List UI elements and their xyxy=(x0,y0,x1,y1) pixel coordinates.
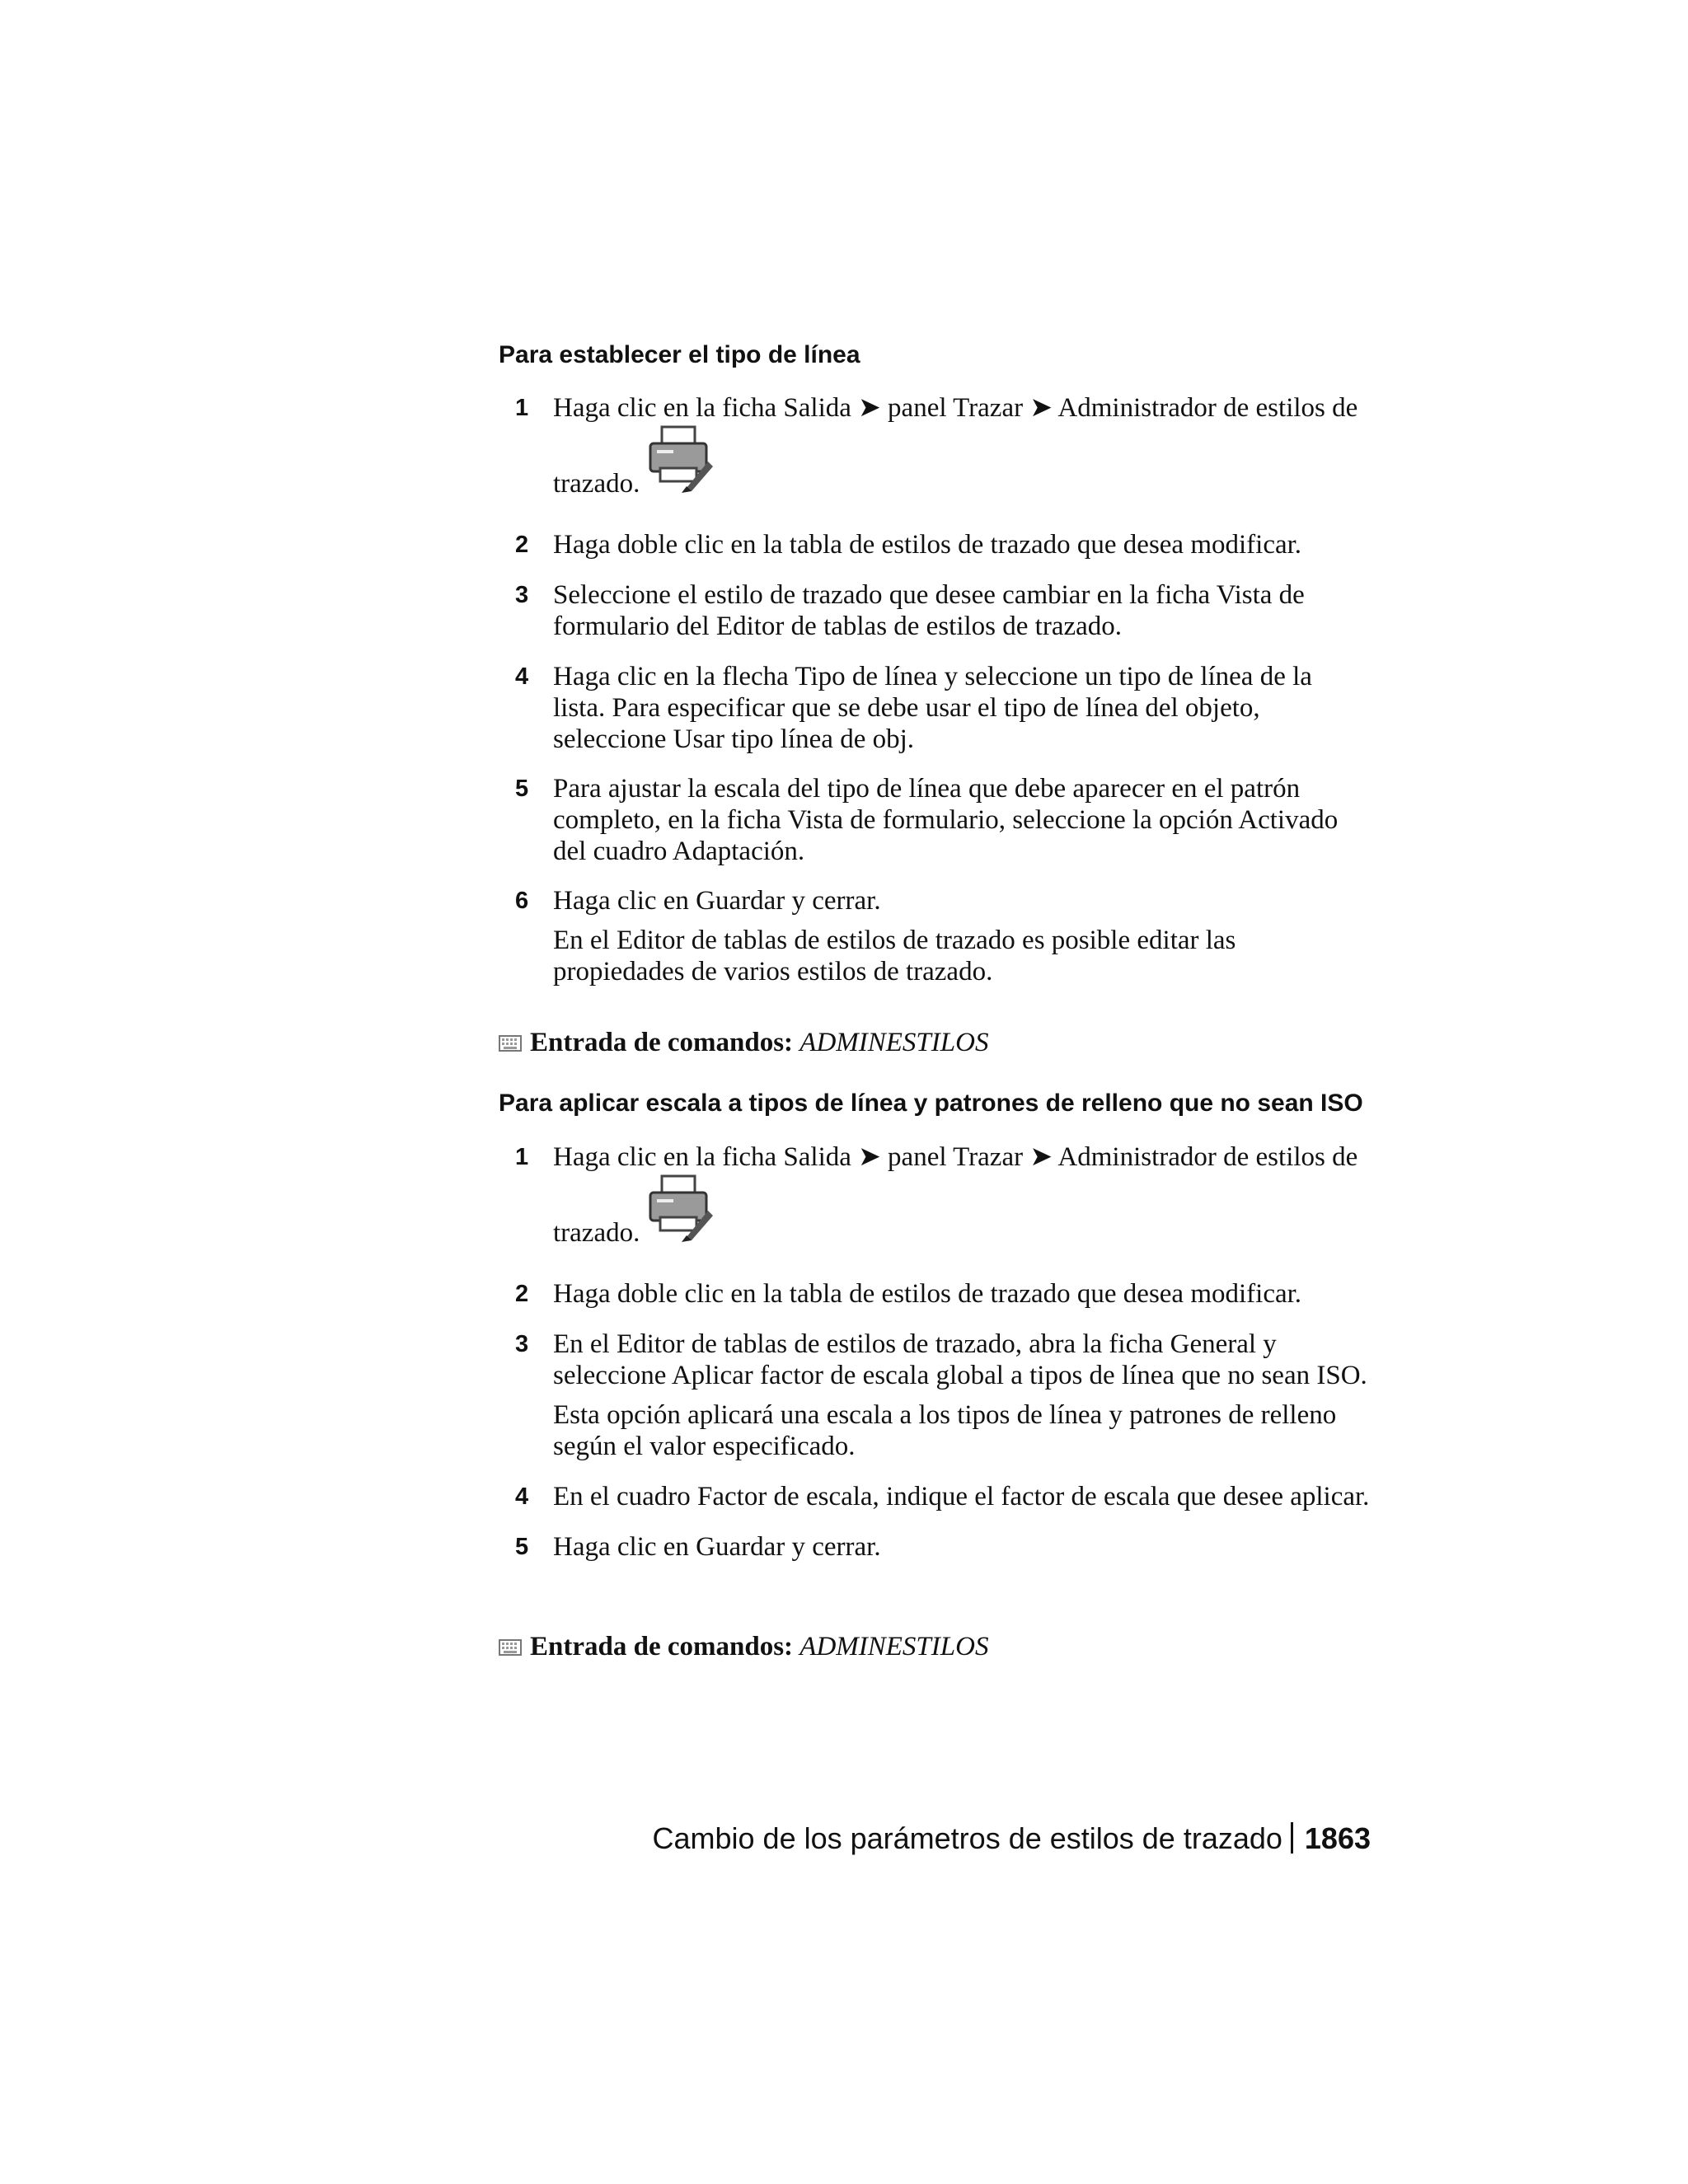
step-item xyxy=(499,1329,1371,1462)
step-item xyxy=(499,661,1371,755)
step-number: 6 xyxy=(515,888,529,914)
plot-style-manager-icon xyxy=(645,1173,716,1244)
step-item xyxy=(499,885,1371,987)
step-item xyxy=(499,1141,1371,1249)
footer-divider xyxy=(1291,1822,1293,1854)
step-item xyxy=(499,1531,1371,1563)
step-item xyxy=(499,1481,1371,1512)
step-item xyxy=(499,392,1371,499)
step-number: 5 xyxy=(515,1534,529,1560)
page-footer xyxy=(499,1821,1371,1856)
plot-style-manager-icon xyxy=(645,424,716,494)
keyboard-icon xyxy=(499,1639,522,1656)
command-label: Entrada de comandos: xyxy=(530,1632,794,1661)
command-value: ADMINESTILOS xyxy=(799,1028,989,1057)
step-item xyxy=(499,773,1371,867)
step-text: trazado. xyxy=(553,1218,640,1248)
step-number: 2 xyxy=(515,532,529,558)
step-note: En el Editor de tablas de estilos de trazado es posible editar las propiedades de varios estilos de trazado. xyxy=(553,926,1236,987)
section-heading: Para aplicar escala a tipos de línea y patrones de relleno que no sean ISO xyxy=(499,1090,1363,1117)
step-number: 1 xyxy=(515,395,529,421)
step-text: Haga clic en Guardar y cerrar. xyxy=(553,1532,881,1562)
page-number: 1863 xyxy=(1304,1821,1371,1855)
step-item xyxy=(499,579,1371,642)
section-heading: Para establecer el tipo de línea xyxy=(499,341,860,368)
step-number: 2 xyxy=(515,1281,529,1307)
step-text: Haga clic en la ficha Salida ➤ panel Trazar ➤ Administrador de estilos de xyxy=(553,1142,1358,1172)
step-text: Para ajustar la escala del tipo de línea que debe aparecer en el patrón completo, en la ficha Vista de formulario, seleccione la opción Activado del cuadro Adaptación. xyxy=(553,774,1339,866)
step-text: Haga clic en Guardar y cerrar. xyxy=(553,886,881,916)
command-value: ADMINESTILOS xyxy=(799,1632,989,1661)
step-number: 3 xyxy=(515,582,529,608)
step-text: En el cuadro Factor de escala, indique el factor de escala que desee aplicar. xyxy=(553,1482,1370,1511)
command-entry xyxy=(499,1632,1402,1662)
step-text: Seleccione el estilo de trazado que desee cambiar en la ficha Vista de formulario del Editor de tablas de estilos de trazado. xyxy=(553,580,1305,641)
step-text: Haga clic en la ficha Salida ➤ panel Trazar ➤ Administrador de estilos de xyxy=(553,393,1358,423)
command-entry xyxy=(499,1028,1402,1058)
step-text: Haga clic en la flecha Tipo de línea y seleccione un tipo de línea de la lista. Para especificar que se debe usar el tipo de línea del objeto, seleccione Usar tipo línea de obj. xyxy=(553,662,1312,754)
step-number: 4 xyxy=(515,1483,529,1510)
step-number: 1 xyxy=(515,1144,529,1170)
step-item xyxy=(499,529,1371,560)
step-note: Esta opción aplicará una escala a los tipos de línea y patrones de relleno según el valor especificado. xyxy=(553,1400,1337,1461)
step-text: En el Editor de tablas de estilos de trazado, abra la ficha General y seleccione Aplicar factor de escala global a tipos de línea que no sean ISO. xyxy=(553,1329,1367,1390)
step-number: 4 xyxy=(515,663,529,690)
keyboard-icon xyxy=(499,1035,522,1052)
step-number: 3 xyxy=(515,1331,529,1357)
step-text: trazado. xyxy=(553,469,640,499)
step-text: Haga doble clic en la tabla de estilos de trazado que desea modificar. xyxy=(553,530,1302,560)
command-label: Entrada de comandos: xyxy=(530,1028,794,1057)
step-text: Haga doble clic en la tabla de estilos de trazado que desea modificar. xyxy=(553,1279,1302,1309)
step-number: 5 xyxy=(515,776,529,802)
footer-title: Cambio de los parámetros de estilos de trazado xyxy=(652,1821,1282,1855)
step-item xyxy=(499,1278,1371,1310)
